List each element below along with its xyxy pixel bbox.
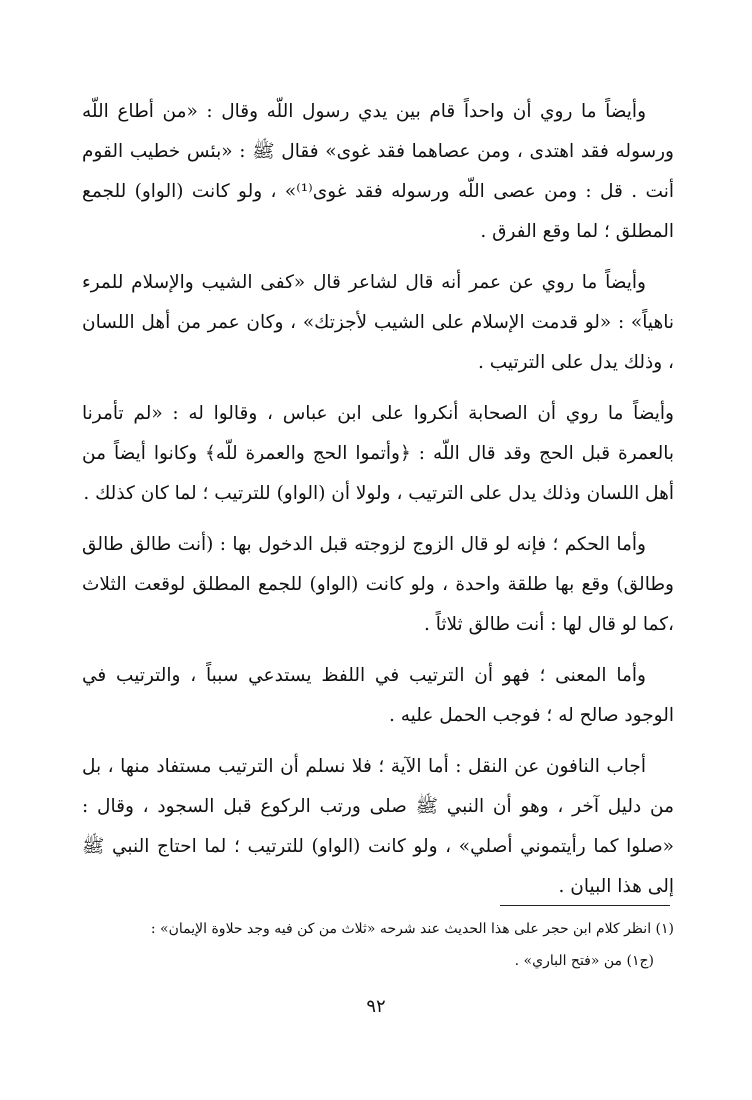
footnote-1-continuation: (ج١) من «فتح الباري» . [514,953,654,969]
footnote-1: (١) انظر كلام ابن حجر على هذا الحديث عند شرحه «ثلاث من كن فيه وجد حلاوة الإيمان» : [150,921,674,937]
paragraph-6: أجاب النافون عن النقل : أما الآية ؛ فلا نسلم أن الترتيب مستفاد منها ، بل من دليل آخر ، وهو أن النبي ﷺ صلى ورتب الركوع قبل السجود ، وقال : «صلوا كما رأيتموني أصلي» ، ولو كانت (الواو) للترتيب ؛ لما احتاج النبي ﷺ إلى هذا البيان . [82,756,674,897]
paragraph-4: وأما الحكم ؛ فإنه لو قال الزوج لزوجته قبل الدخول بها : (أنت طالق طالق وطالق) وقع بها طلقة واحدة ، ولو كانت (الواو) للجمع المطلق لوقعت الثلاث ،كما لو قال لها : أنت طالق ثلاثاً . [82,534,674,635]
main-text [82,92,674,918]
paragraph-2: وأيضاً ما روي عن عمر أنه قال لشاعر قال «كفى الشيب والإسلام للمرء ناهياً» : «لو قدمت الإسلام على الشيب لأجزتك» ، وكان عمر من أهل اللسان ، وذلك يدل على الترتيب . [82,272,674,373]
paragraph-1: وأيضاً ما روي أن واحداً قام بين يدي رسول اللّه وقال : «من أطاع اللّه ورسوله فقد اهتدى ، ومن عصاهما فقد غوى» فقال ﷺ : «بئس خطيب القوم أنت . قل : ومن عصى اللّه ورسوله فقد غوى⁽¹⁾» ، ولو كانت (الواو) للجمع المطلق ؛ لما وقع الفرق . [82,101,674,242]
paragraph-5: وأما المعنى ؛ فهو أن الترتيب في اللفظ يستدعي سبباً ، والترتيب في الوجود صالح له ؛ فوجب الحمل عليه . [82,665,674,726]
paragraph-3: وأيضاً ما روي أن الصحابة أنكروا على ابن عباس ، وقالوا له : «لم تأمرنا بالعمرة قبل الحج وقد قال اللّه : ﴿وأتموا الحج والعمرة للّه﴾ وكانوا أيضاً من أهل اللسان وذلك يدل على الترتيب ، ولولا أن (الواو) للترتيب ؛ لما كان كذلك . [82,403,674,504]
page-number: ٩٢ [366,996,386,1017]
footnote-separator [500,905,670,906]
footnotes [82,913,674,977]
